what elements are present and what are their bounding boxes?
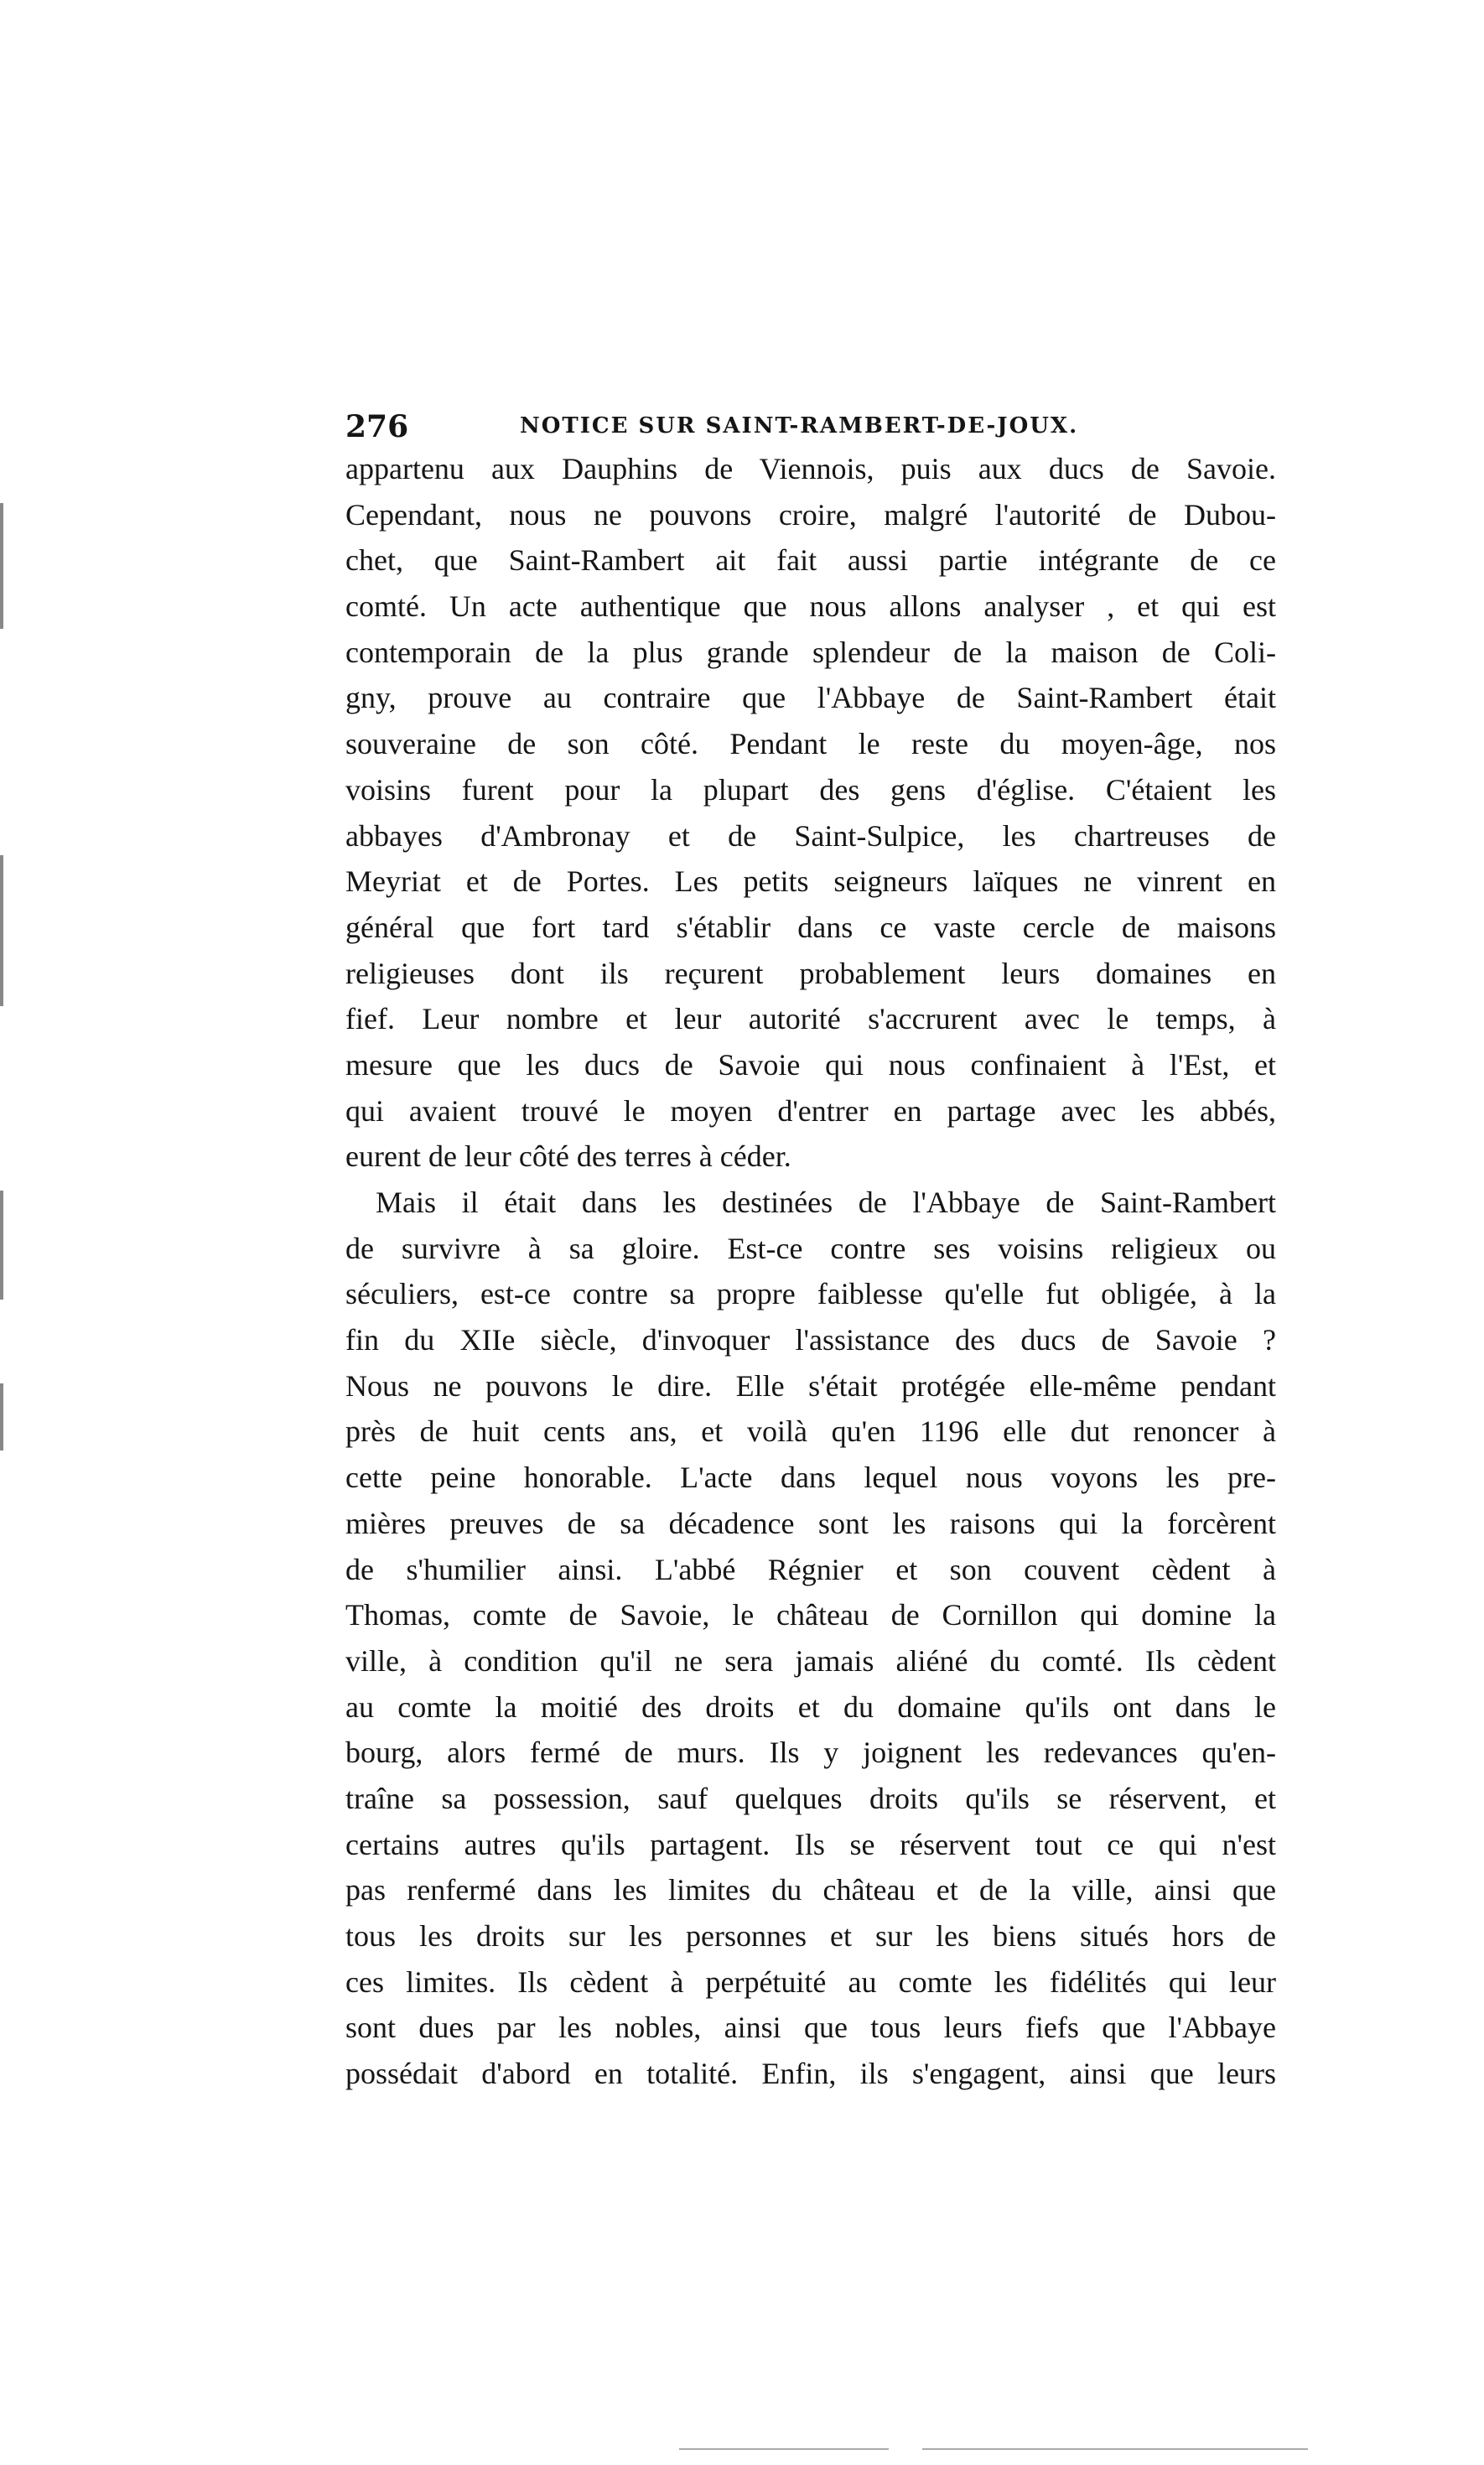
text-line: mesure que les ducs de Savoie qui nous confinaient à l'Est, et (345, 1047, 1276, 1082)
text-line: mières preuves de sa décadence sont les raisons qui la forcèrent (345, 1506, 1276, 1540)
text-line: sont dues par les nobles, ainsi que tous leurs fiefs que l'Abbaye (345, 2011, 1276, 2045)
text-line: cette peine honorable. L'acte dans lequel nous voyons les pre- (345, 1461, 1276, 1495)
text-line: de survivre à sa gloire. Est-ce contre ses voisins religieux ou (345, 1231, 1276, 1265)
text-line: pas renfermé dans les limites du château et de la ville, ainsi que (345, 1873, 1276, 1907)
text-line: Nous ne pouvons le dire. Elle s'était protégée elle-même pendant (345, 1368, 1276, 1403)
running-title: NOTICE SUR SAINT-RAMBERT-DE-JOUX. (520, 413, 1079, 439)
text-line: séculiers, est-ce contre sa propre faiblesse qu'elle fut obligée, à la (345, 1277, 1276, 1311)
scan-edge-rule (679, 2448, 889, 2450)
text-line: traîne sa possession, sauf quelques droits qu'ils se réservent, et (345, 1781, 1276, 1815)
text-line: gny, prouve au contraire que l'Abbaye de Saint-Rambert était (345, 681, 1276, 715)
margin-mark (0, 1191, 3, 1300)
paragraph (345, 1180, 1276, 2097)
text-line: tous les droits sur les personnes et sur les biens situés hors de (345, 1919, 1276, 1953)
text-line: fief. Leur nombre et leur autorité s'accrurent avec le temps, à (345, 1002, 1276, 1036)
text-line: bourg, alors fermé de murs. Ils y joignent les redevances qu'en- (345, 1736, 1276, 1770)
text-line: Thomas, comte de Savoie, le château de Cornillon qui domine la (345, 1598, 1276, 1632)
text-line: chet, que Saint-Rambert ait fait aussi partie intégrante de ce (345, 543, 1276, 578)
paragraph (345, 446, 1276, 1180)
page-header (345, 406, 1276, 448)
text-line: possédait d'abord en totalité. Enfin, ils s'engagent, ainsi que leurs (345, 2057, 1276, 2091)
text-line: général que fort tard s'établir dans ce vaste cercle de maisons (345, 910, 1276, 944)
text-line: Meyriat et de Portes. Les petits seigneurs laïques ne vinrent en (345, 864, 1276, 899)
text-line: qui avaient trouvé le moyen d'entrer en partage avec les abbés, (345, 1093, 1276, 1128)
margin-mark (0, 1383, 3, 1450)
margin-mark (0, 855, 3, 1006)
text-line: de s'humilier ainsi. L'abbé Régnier et son couvent cèdent à (345, 1552, 1276, 1586)
text-line: religieuses dont ils reçurent probablement leurs domaines en (345, 956, 1276, 990)
text-line: fin du XIIe siècle, d'invoquer l'assistance des ducs de Savoie ? (345, 1323, 1276, 1357)
margin-mark (0, 503, 3, 629)
text-line: contemporain de la plus grande splendeur de la maison de Coli- (345, 635, 1276, 669)
body-text (345, 446, 1276, 2097)
text-line: eurent de leur côté des terres à céder. (345, 1139, 791, 1174)
text-line: certains autres qu'ils partagent. Ils se réservent tout ce qui n'est (345, 1827, 1276, 1861)
text-line: appartenu aux Dauphins de Viennois, puis aux ducs de Savoie. (345, 452, 1276, 485)
text-line: près de huit cents ans, et voilà qu'en 1196 elle dut renoncer à (345, 1414, 1276, 1449)
text-line: abbayes d'Ambronay et de Saint-Sulpice, les chartreuses de (345, 818, 1276, 853)
page-number: 276 (345, 409, 409, 444)
text-line: voisins furent pour la plupart des gens d'église. C'étaient les (345, 772, 1276, 807)
text-line: ville, à condition qu'il ne sera jamais aliéné du comté. Ils cèdent (345, 1643, 1276, 1678)
text-line: souveraine de son côté. Pendant le reste du moyen-âge, nos (345, 727, 1276, 761)
text-line: Cependant, nous ne pouvons croire, malgré l'autorité de Dubou- (345, 497, 1276, 532)
text-line: Mais il était dans les destinées de l'Abbaye de Saint-Rambert (376, 1186, 1276, 1219)
text-line: ces limites. Ils cèdent à perpétuité au comte les fidélités qui leur (345, 1964, 1276, 1999)
scan-edge-rule (922, 2448, 1308, 2450)
text-line: au comte la moitié des droits et du domaine qu'ils ont dans le (345, 1689, 1276, 1724)
text-line: comté. Un acte authentique que nous allons analyser , et qui est (345, 589, 1276, 624)
